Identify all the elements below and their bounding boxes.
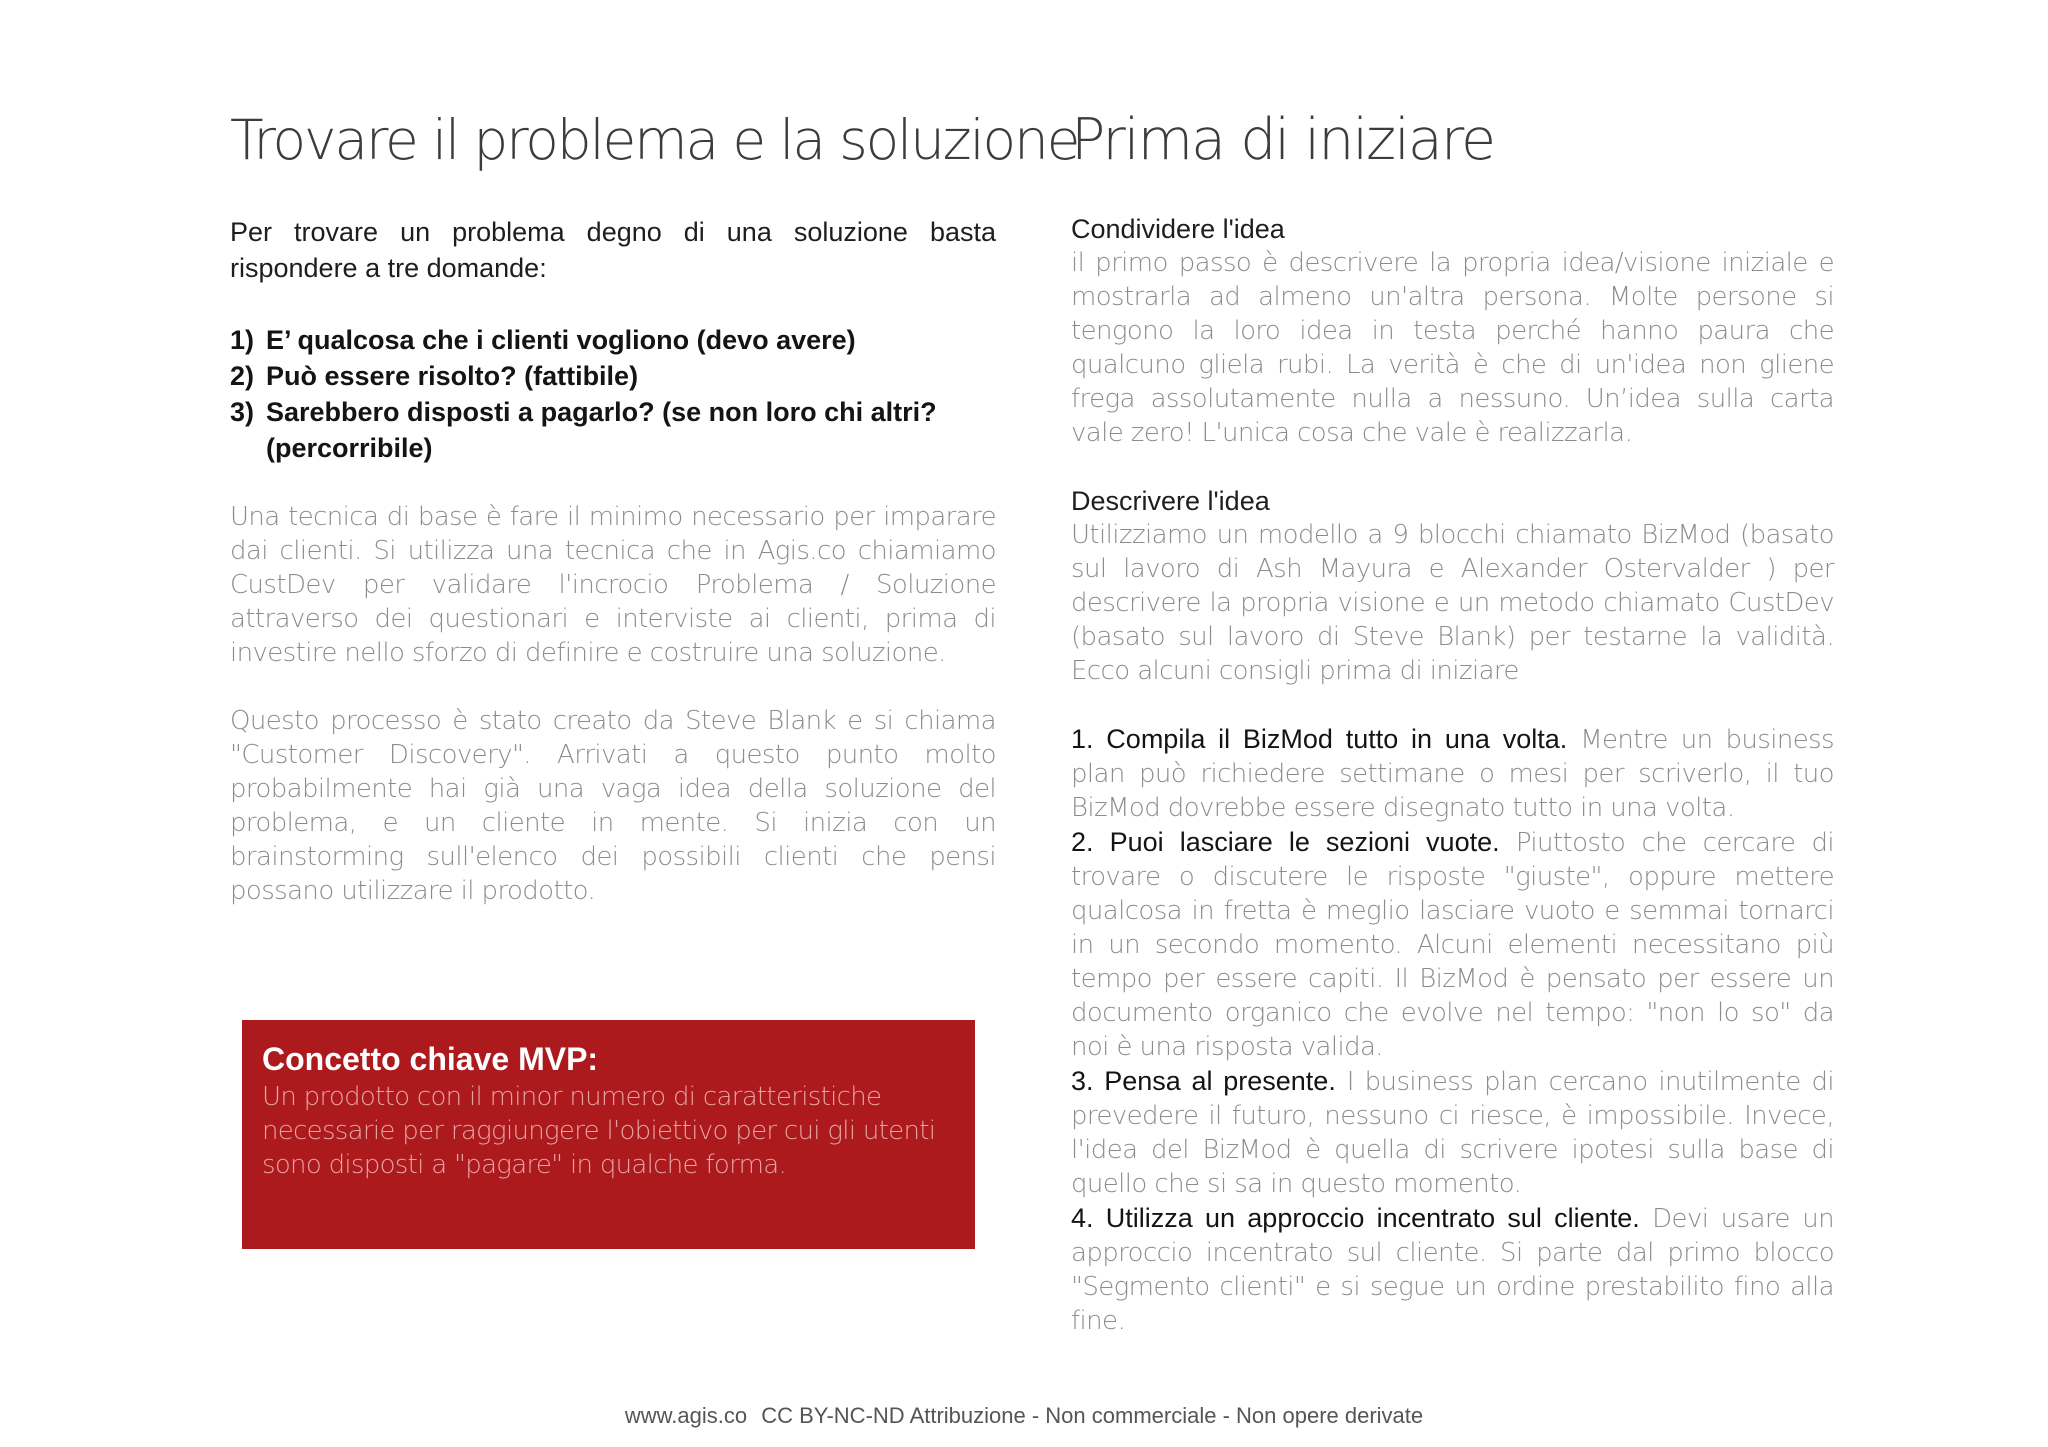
questions-list bbox=[230, 322, 996, 466]
right-title: Prima di iniziare bbox=[1071, 107, 1495, 173]
question-item: 3) Sarebbero disposti a pagarlo? (se non loro chi altri? (percorribile) bbox=[230, 397, 937, 463]
question-item: 2) Può essere risolto? (fattibile) bbox=[230, 361, 639, 391]
section-text-share: il primo passo è descrivere la propria idea/visione iniziale e mostrarla ad almeno un'altra persona. Molte persone si tengono la loro idea in testa perché hanno paura che qualcuno gliela rubi. La verità è che di un'idea non gliene frega assolutamente nulla a nessuno. Un’idea sulla carta vale zero! L'unica cosa che vale è realizzarla. bbox=[1071, 248, 1834, 448]
section-text-describe: Utilizziamo un modello a 9 blocchi chiamato BizMod (basato sul lavoro di Ash Mayura e Alexander Ostervalder ) per descrivere la propria visione e un metodo chiamato CustDev (basato sul lavoro di Steve Blank) per testarne la validità. Ecco alcuni consigli prima di iniziare bbox=[1071, 520, 1834, 686]
tip-item: 2. Puoi lasciare le sezioni vuote. Piuttosto che cercare di trovare o discutere le risposte "giuste", oppure mettere qualcosa in fretta è meglio lasciare vuoto e semmai tornarci in un secondo momento. Alcuni elementi necessitano più tempo per essere capiti. Il BizMod è pensato per essere un documento organico che evolve nel tempo: "non lo so" da noi è una risposta valida. bbox=[1071, 827, 1835, 1062]
callout-text: Un prodotto con il minor numero di caratteristiche necessarie per raggiungere l'obiettivo per cui gli utenti sono disposti a "pagare" in qualche forma. bbox=[262, 1082, 936, 1180]
custdev-paragraph: Una tecnica di base è fare il minimo necessario per imparare dai clienti. Si utilizza una tecnica che in Agis.co chiamiamo CustDev per validare l'incrocio Problema / Soluzione attraverso dei questionari e interviste ai clienti, prima di investire nello sforzo di definire e costruire una soluzione. bbox=[230, 502, 996, 668]
footer-site: www.agis.co bbox=[624, 1403, 748, 1428]
right-column bbox=[1071, 104, 1834, 1338]
tips-list bbox=[1071, 722, 1834, 1338]
footer-license bbox=[0, 1403, 2048, 1429]
tip-item: 3. Pensa al presente. I business plan cercano inutilmente di prevedere il futuro, nessuno ci riesce, è impossibile. Invece, l'idea del BizMod è quella di scrivere ipotesi sulla base di quello che si sa in questo momento. bbox=[1071, 1066, 1834, 1199]
question-item: 1) E’ qualcosa che i clienti vogliono (devo avere) bbox=[230, 325, 856, 355]
customer-discovery-paragraph: Questo processo è stato creato da Steve Blank e si chiama "Customer Discovery". Arrivati a questo punto molto probabilmente hai già una vaga idea della soluzione del problema, e un cliente in mente. Si inizia con un brainstorming sull'elenco dei possibili clienti che pensi possano utilizzare il prodotto. bbox=[230, 706, 996, 906]
mvp-callout-box bbox=[242, 1020, 975, 1249]
section-heading-describe: Descrivere l'idea bbox=[1071, 486, 1270, 516]
tip-item: 1. Compila il BizMod tutto in una volta. Mentre un business plan può richiedere settimane o mesi per scriverlo, il tuo BizMod dovrebbe essere disegnato tutto in una volta. bbox=[1071, 724, 1834, 823]
footer-license-text: CC BY-NC-ND Attribuzione - Non commerciale - Non opere derivate bbox=[761, 1403, 1424, 1428]
tip-item: 4. Utilizza un approccio incentrato sul cliente. Devi usare un approccio incentrato sul cliente. Si parte dal primo blocco "Segmento clienti" e si segue un ordine prestabilito fino alla fine. bbox=[1071, 1203, 1834, 1336]
callout-title: Concetto chiave MVP: bbox=[262, 1041, 599, 1077]
section-heading-share: Condividere l'idea bbox=[1071, 214, 1285, 244]
intro-text: Per trovare un problema degno di una soluzione basta rispondere a tre domande: bbox=[230, 217, 996, 283]
left-column bbox=[230, 104, 1079, 908]
left-title: Trovare il problema e la soluzione bbox=[230, 108, 1079, 172]
